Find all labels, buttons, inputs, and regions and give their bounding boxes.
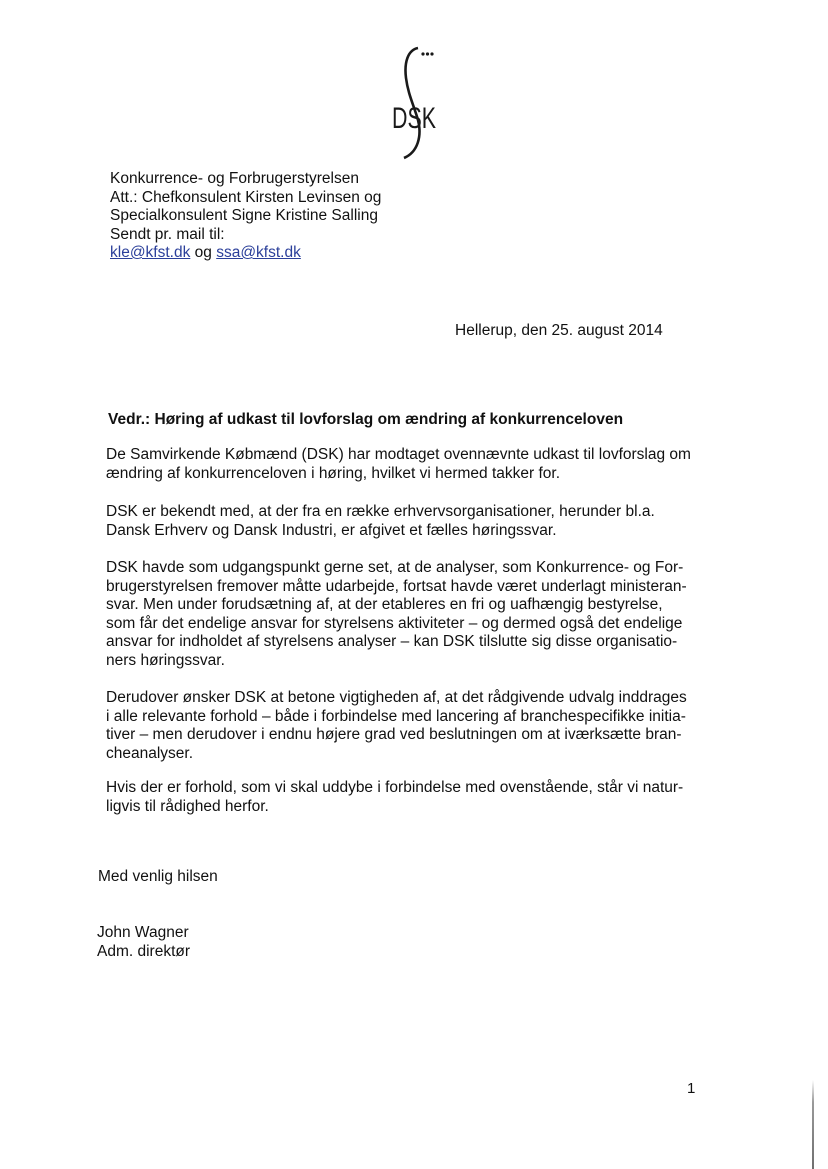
paragraph-3 [106,559,718,670]
paragraph-1 [106,446,718,483]
closing-salutation: Med venlig hilsen [98,868,218,885]
paragraph-line: ændring af konkurrenceloven i høring, hvilket vi hermed takker for. [106,464,561,482]
paragraph-2 [106,503,718,540]
paragraph-line: cheanalyser. [106,744,194,762]
paragraph-line: DSK er bekendt med, at der fra en række erhvervsorganisationer, herunder bl.a. [106,503,655,520]
paragraph-line: ansvar for indholdet af styrelsens analyser – kan DSK tilslutte sig disse organisatio- [106,633,678,650]
letter-subject: Vedr.: Høring af udkast til lovforslag om ændring af konkurrenceloven [108,411,624,428]
recipient-address [110,170,381,263]
scan-edge-line [812,1080,814,1169]
dsk-logo [380,44,450,166]
paragraph-line: DSK havde som udgangspunkt gerne set, at de analyser, som Konkurrence- og For- [106,559,684,576]
page-number: 1 [687,1080,696,1097]
paragraph-line: ners høringssvar. [106,651,225,669]
logo-text: DSK [392,102,436,135]
paragraph-line: Dansk Erhverv og Dansk Industri, er afgivet et fælles høringssvar. [106,521,557,539]
paragraph-line: tiver – men derudover i endnu højere grad ved beslutningen om at iværksætte bran- [106,726,682,743]
signature-block [97,924,190,961]
recipient-line: Att.: Chefkonsulent Kirsten Levinsen og [110,188,382,206]
paragraph-line: ligvis til rådighed herfor. [106,797,269,815]
recipient-line: Specialkonsulent Signe Kristine Salling [110,207,378,224]
recipient-line: Konkurrence- og Forbrugerstyrelsen [110,170,359,187]
paragraph-line: Hvis der er forhold, som vi skal uddybe i forbindelse med ovenstående, står vi natur- [106,779,684,796]
paragraph-line: brugerstyrelsen fremover måtte udarbejde, fortsat havde været underlagt ministeran- [106,577,687,595]
paragraph-4 [106,689,718,763]
email-link-kle[interactable]: kle@kfst.dk [110,244,191,261]
paragraph-line: i alle relevante forhold – både i forbindelse med lancering af branchespecifikke initia- [106,707,686,725]
email-conjunction: og [190,244,217,261]
recipient-line: Sendt pr. mail til: [110,225,225,243]
signer-name: John Wagner [97,924,189,941]
paragraph-5 [106,779,718,816]
paragraph-line: svar. Men under forudsætning af, at der etableres en fri og uafhængig bestyrelse, [106,596,663,613]
paragraph-line: som får det endelige ansvar for styrelsens aktiviteter – og dermed også det endelige [106,614,683,632]
paragraph-line: Derudover ønsker DSK at betone vigtigheden af, at det rådgivende udvalg inddrages [106,689,687,706]
paragraph-line: De Samvirkende Købmænd (DSK) har modtaget ovennævnte udkast til lovforslag om [106,446,691,463]
email-link-ssa[interactable]: ssa@kfst.dk [216,244,301,261]
recipient-emails [110,244,381,263]
signer-title: Adm. direktør [97,942,191,960]
letter-date: Hellerup, den 25. august 2014 [455,322,663,339]
